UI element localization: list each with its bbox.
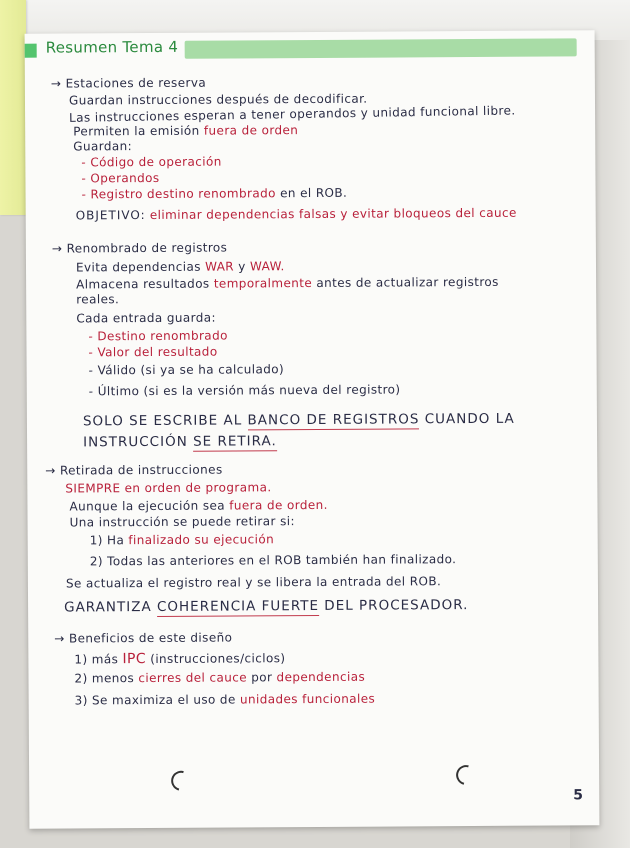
list-item: 1) más IPC (instrucciones/ciclos) <box>74 651 286 668</box>
header-marker <box>25 44 37 58</box>
text-line: Evita dependencias WAR y WAW. <box>75 259 285 275</box>
text-line: SIEMPRE en orden de programa. <box>65 480 272 496</box>
binder-hole <box>452 761 479 788</box>
text-line: Guardan instrucciones después de decodificar. <box>68 91 368 108</box>
list-item: - Destino renombrado <box>88 328 228 344</box>
text-line: Se actualiza el registro real y se libera la entrada del ROB. <box>65 574 442 591</box>
page-number: 5 <box>573 787 584 804</box>
list-item: - Operandos <box>81 170 160 186</box>
list-item: - Registro destino renombrado en el ROB. <box>81 185 348 202</box>
list-item: - Código de operación <box>81 154 222 170</box>
notebook-page <box>25 30 600 828</box>
text-line: Una instrucción se puede retirar si: <box>69 514 295 530</box>
heading-retirada: → Retirada de instrucciones <box>45 462 223 478</box>
text-line: Aunque la ejecución sea fuera de orden. <box>69 497 328 514</box>
caps-line: GARANTIZA COHERENCIA FUERTE DEL PROCESADOR. <box>64 597 469 616</box>
text-line: Almacena resultados temporalmente antes de actualizar registros <box>76 274 499 292</box>
heading-estaciones: → Estaciones de reserva <box>50 75 207 91</box>
list-item: - Valor del resultado <box>88 344 218 360</box>
text-line: Cada entrada guarda: <box>76 310 216 326</box>
heading-renombrado: → Renombrado de registros <box>51 240 228 256</box>
list-item: 2) Todas las anteriores en el ROB también han finalizado. <box>89 552 457 569</box>
page-title: Resumen Tema 4 <box>45 37 179 57</box>
binder-hole <box>167 767 194 794</box>
caps-line: SOLO SE ESCRIBE AL BANCO DE REGISTROS CUANDO LA <box>82 410 515 430</box>
list-item: 2) menos cierres del cauce por dependencias <box>74 669 366 686</box>
heading-beneficios: → Beneficios de este diseño <box>54 630 233 646</box>
text-line: Permiten la emisión fuera de orden <box>73 123 299 139</box>
list-item: 1) Ha finalizado su ejecución <box>89 532 275 548</box>
header-highlight <box>185 38 577 58</box>
text-line: Las instrucciones esperan a tener operandos y unidad funcional libre. <box>68 103 516 125</box>
text-line: reales. <box>76 292 120 307</box>
sticky-note <box>0 0 26 215</box>
text-line: Guardan: <box>73 139 133 154</box>
list-item: - Último (si es la versión más nueva del registro) <box>88 382 401 399</box>
caps-line: INSTRUCCIÓN SE RETIRA. <box>83 433 277 451</box>
objective-line: OBJETIVO: eliminar dependencias falsas y evitar bloqueos del cauce <box>75 205 517 223</box>
list-item: - Válido (si ya se ha calculado) <box>88 362 285 378</box>
list-item: 3) Se maximiza el uso de unidades funcionales <box>74 691 376 708</box>
